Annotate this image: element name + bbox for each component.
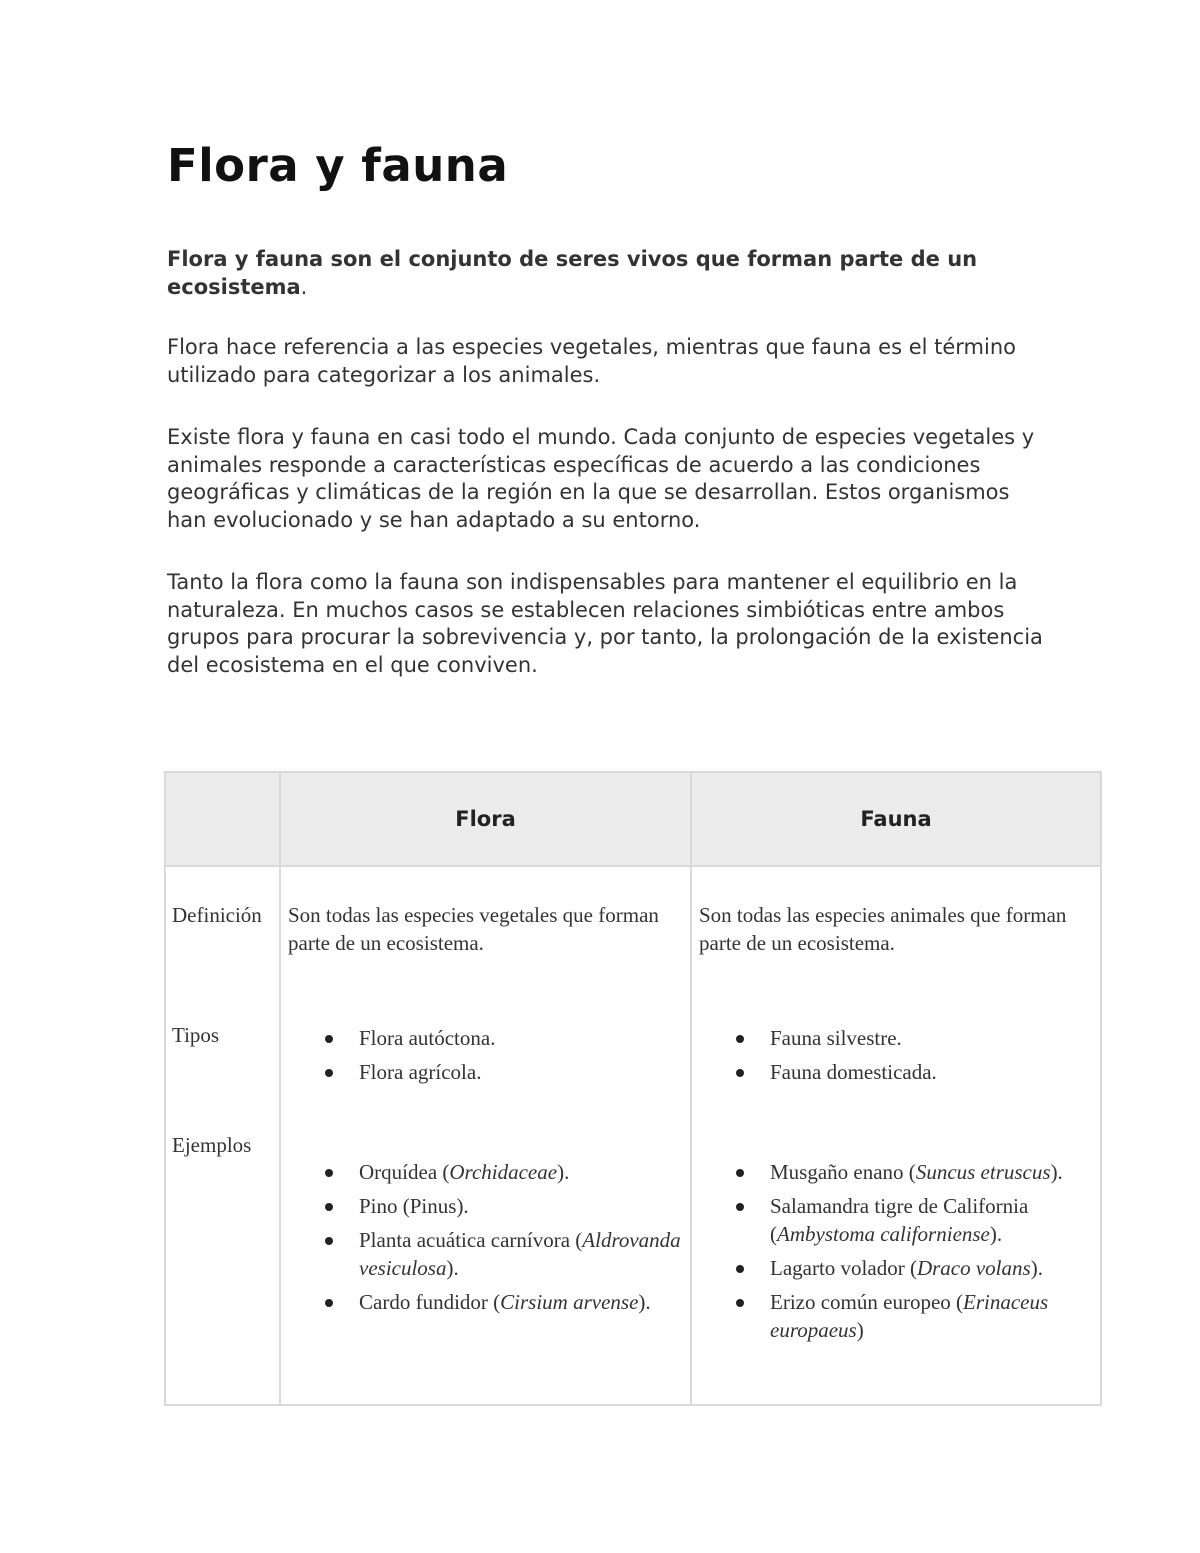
- row-label-types: Tipos: [172, 1023, 220, 1047]
- list-item: Erizo común europeo (Erinaceus europaeus): [770, 1288, 1092, 1344]
- paragraph: Existe flora y fauna en casi todo el mundo. Cada conjunto de especies vegetales y animales responde a características específicas de acuerdo a las condiciones geográficas y climáticas de la región en la que se desarrollan. Estos organismos han evolucionado y se han adaptado a su entorno.: [167, 425, 1035, 532]
- bullet-icon: [736, 1035, 744, 1043]
- lead-paragraph: [167, 246, 1047, 301]
- list-item: Pino (Pinus).: [359, 1192, 682, 1220]
- table-header-fauna: Fauna: [691, 772, 1101, 866]
- list-item: Cardo fundidor (Cirsium arvense).: [359, 1288, 682, 1316]
- list-item: Fauna domesticada.: [770, 1058, 1092, 1086]
- list-item: Salamandra tigre de California (Ambystoma californiense).: [770, 1192, 1092, 1248]
- list-item: Planta acuática carnívora (Aldrovanda vesiculosa).: [359, 1226, 682, 1282]
- bullet-icon: [736, 1169, 744, 1177]
- table-body-row: [165, 866, 1101, 1405]
- paragraph: Tanto la flora como la fauna son indispensables para mantener el equilibrio en la naturaleza. En muchos casos se establecen relaciones simbióticas entre ambos grupos para procurar la sobrevivencia y, por tanto, la prolongación de la existencia del ecosistema en el que conviven.: [167, 570, 1043, 677]
- flora-definition: Son todas las especies vegetales que forman parte de un ecosistema.: [288, 903, 659, 955]
- row-label-definition: Definición: [172, 903, 262, 927]
- list-item: Flora autóctona.: [359, 1024, 682, 1052]
- bullet-icon: [736, 1203, 744, 1211]
- bullet-icon: [325, 1069, 333, 1077]
- bullet-icon: [736, 1299, 744, 1307]
- list-item: Fauna silvestre.: [770, 1024, 1092, 1052]
- lead-end-text: .: [300, 274, 308, 299]
- bullet-icon: [325, 1035, 333, 1043]
- list-item: Lagarto volador (Draco volans).: [770, 1254, 1092, 1282]
- flora-types-list: [359, 1024, 682, 1092]
- row-labels-cell: [165, 866, 280, 1405]
- fauna-definition: Son todas las especies animales que forman parte de un ecosistema.: [699, 903, 1067, 955]
- fauna-types-list: [770, 1024, 1092, 1092]
- bullet-icon: [325, 1169, 333, 1177]
- table-header-flora: Flora: [280, 772, 691, 866]
- table-header-empty: [165, 772, 280, 866]
- bullet-icon: [325, 1237, 333, 1245]
- page-title: Flora y fauna: [167, 139, 509, 192]
- row-label-examples: Ejemplos: [172, 1133, 252, 1157]
- fauna-cell: [691, 866, 1101, 1405]
- bullet-icon: [325, 1203, 333, 1211]
- list-item: Flora agrícola.: [359, 1058, 682, 1086]
- flora-examples-list: [359, 1158, 682, 1322]
- bullet-icon: [736, 1265, 744, 1273]
- flora-cell: [280, 866, 691, 1405]
- list-item: Orquídea (Orchidaceae).: [359, 1158, 682, 1186]
- paragraph: Flora hace referencia a las especies vegetales, mientras que fauna es el término utilizado para categorizar a los animales.: [167, 335, 1016, 387]
- fauna-examples-list: [770, 1158, 1092, 1350]
- table-header-row: [165, 772, 1101, 866]
- lead-bold-text: Flora y fauna son el conjunto de seres vivos que forman parte de un ecosistema: [167, 247, 978, 299]
- document-body: [167, 138, 1047, 679]
- bullet-icon: [325, 1299, 333, 1307]
- list-item: Musgaño enano (Suncus etruscus).: [770, 1158, 1092, 1186]
- comparison-table: [164, 771, 1102, 1406]
- bullet-icon: [736, 1069, 744, 1077]
